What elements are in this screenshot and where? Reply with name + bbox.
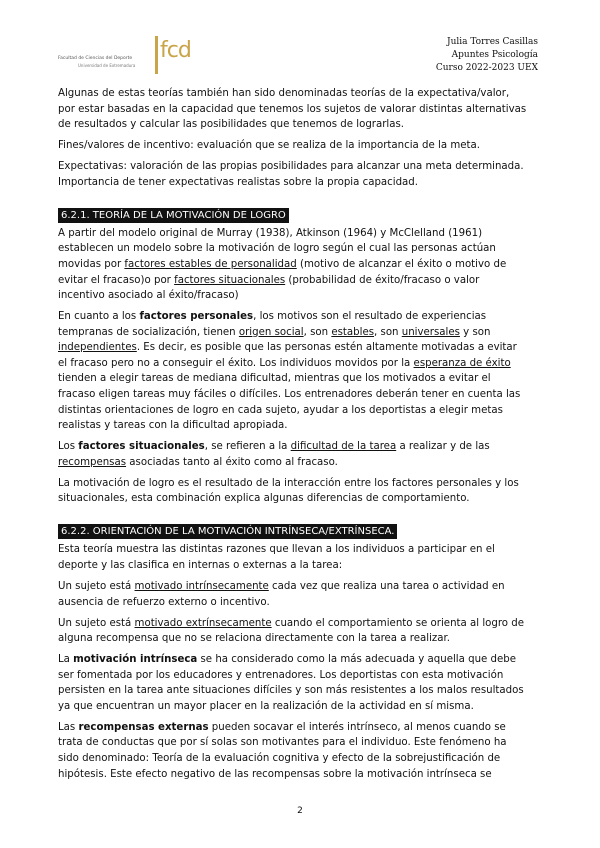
- bold-term: factores personales: [139, 311, 254, 323]
- underlined-term: origen social: [238, 326, 304, 338]
- text: Las: [58, 721, 79, 733]
- header-course: Curso 2022-2023 UEX: [435, 63, 538, 73]
- underlined-term: motivado extrínsecamente: [134, 617, 272, 629]
- text: , son: [303, 326, 332, 338]
- text: Los: [58, 441, 79, 453]
- text: , los motivos son el resultado de experiencias tempranas de socialización, tienen: [58, 311, 487, 338]
- logro-paragraph-4: La motivación de logro es el resultado de la interacción entre los factores personales y los situacionales, esta combinación explica algunas diferencias de comportamiento.: [58, 477, 519, 505]
- text: Un sujeto está: [58, 580, 135, 592]
- text: y son: [459, 326, 491, 338]
- header-subject: Apuntes Psicología: [451, 50, 538, 60]
- underlined-term: universales: [401, 326, 460, 338]
- bold-term: factores situacionales: [78, 441, 205, 453]
- text: . Es decir, es posible que las personas estén altamente motivadas a evitar el fracaso pero no a conseguir el éxito. Los individuos movidos por la: [58, 342, 517, 369]
- text: asociadas tanto al éxito como al fracaso.: [126, 456, 338, 468]
- text: cada vez que realiza una tarea o actividad en ausencia de refuerzo externo o incentivo.: [58, 580, 505, 608]
- logro-paragraph-2: [58, 309, 528, 434]
- faculty-logo: [58, 36, 191, 78]
- text: A partir del modelo original de Murray (1938), Atkinson (1964) y McClelland (1961) establecen un modelo sobre la motivación de logro según el cual las personas actúan movidas por: [58, 227, 496, 270]
- intro-paragraph-2: Fines/valores de incentivo: evaluación que se realiza de la importancia de la meta.: [58, 140, 480, 152]
- logo-bar: [155, 36, 158, 74]
- underlined-term: factores estables de personalidad: [124, 258, 297, 270]
- header-author: Julia Torres Casillas: [446, 37, 538, 47]
- text: pueden socavar el interés intrínseco, al menos cuando se trata de conductas que por sí solas son motivantes para el individuo. Este fenómeno ha sido denominado: Teoría de la evaluación cognitiva y efecto de la sobrejustificación de hipótesis. Este efecto negativo de las recompensas sobre la motivación intrínseca se: [58, 721, 507, 780]
- bold-term: recompensas externas: [78, 721, 209, 733]
- orientacion-paragraph-5: [58, 720, 528, 782]
- text: tienden a elegir tareas de mediana dificultad, mientras que los motivados a evitar el fracaso eligen tareas muy fáciles o difíciles. Los entrenadores deberán tener en cuenta las distintas orientaciones de logro en cada sujeto, ayudar a los deportistas a elegir metas realistas y tareas con la dificultad apropiada.: [58, 373, 521, 432]
- page-number: 2: [297, 806, 303, 816]
- orientacion-paragraph-3: [58, 616, 528, 647]
- intro-paragraph-3: Expectativas: valoración de las propias posibilidades para alcanzar una meta determinada. Importancia de tener expectativas realistas sobre la propia capacidad.: [58, 161, 524, 188]
- orientacion-paragraph-2: [58, 579, 528, 610]
- intro-paragraph-1: Algunas de estas teorías también han sido denominadas teorías de la expectativa/valor, por estar basadas en la capacidad que tenemos los sujetos de valorar distintas alternativas de resultados y calcular las posibilidades que tenemos de lograrlas.: [58, 88, 527, 131]
- underlined-term: esperanza de éxito: [413, 357, 511, 369]
- underlined-term: estables: [331, 326, 375, 338]
- logo-subtitle-line1: Facultad de Ciencias del Deporte: [58, 56, 133, 61]
- text: cuando el comportamiento se orienta al logro de alguna recompensa que no se relaciona directamente con la tarea a realizar.: [58, 617, 525, 645]
- logo-text: fcd: [160, 38, 191, 63]
- text: , se refieren a la: [204, 441, 291, 453]
- bold-term: motivación intrínseca: [73, 654, 198, 666]
- underlined-term: recompensas: [58, 456, 127, 468]
- page-header: [436, 36, 538, 75]
- text: En cuanto a los: [58, 311, 140, 323]
- underlined-term: motivado intrínsecamente: [134, 580, 269, 592]
- text: se ha considerado como la más adecuada y aquella que debe ser fomentada por los educadores y entrenadores. Los deportistas con esta motivación persisten en la tarea ante situaciones difíciles y son más resistentes a los malos resultados ya que encuentran un mayor placer en la realización de la actividad en sí misma.: [58, 654, 524, 712]
- underlined-term: dificultad de la tarea: [290, 441, 397, 453]
- underlined-term: factores situacionales: [174, 274, 286, 286]
- section-heading-orientacion: 6.2.2. ORIENTACIÓN DE LA MOTIVACIÓN INTRÍNSECA/EXTRÍNSECA.: [58, 524, 397, 539]
- text: Un sujeto está: [58, 617, 135, 629]
- text: , son: [374, 326, 402, 338]
- orientacion-paragraph-4: [58, 652, 528, 714]
- text: (probabilidad de éxito/fracaso o valor incentivo asociado al éxito/fracaso): [58, 274, 480, 302]
- logro-paragraph-3: [58, 439, 528, 470]
- text: a realizar y de las: [396, 441, 490, 453]
- orientacion-paragraph-1: Esta teoría muestra las distintas razones que llevan a los individuos a participar en el deporte y las clasifica en internas o externas a la tarea:: [58, 544, 495, 571]
- text: La: [58, 654, 74, 666]
- page-content: [58, 86, 528, 788]
- underlined-term: independientes: [58, 342, 137, 354]
- logro-paragraph-1: [58, 226, 528, 304]
- text: (motivo de alcanzar el éxito o motivo de evitar el fracaso)o por: [58, 258, 507, 286]
- logo-subtitle-line2: Universidad de Extremadura: [78, 63, 136, 68]
- section-heading-logro: 6.2.1. TEORÍA DE LA MOTIVACIÓN DE LOGRO: [58, 208, 289, 223]
